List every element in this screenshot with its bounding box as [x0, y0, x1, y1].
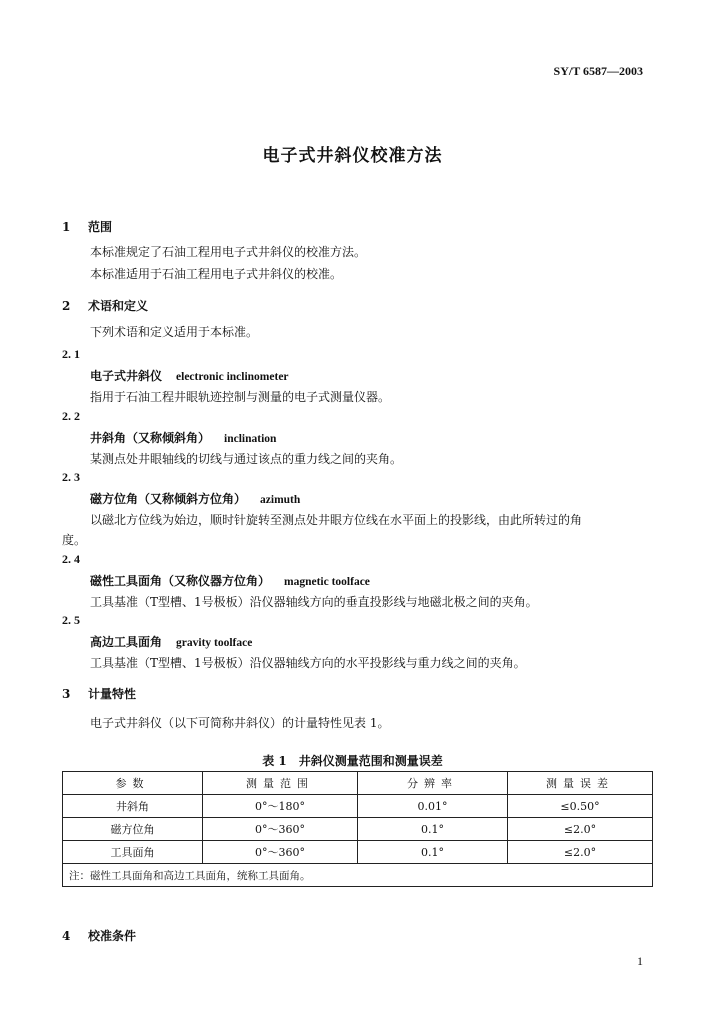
section-title: 范围 [88, 220, 113, 234]
term-en: electronic inclinometer [176, 371, 289, 383]
subsection-2-2-number: 2. 2 [62, 409, 80, 423]
section-2-paragraph: 下列术语和定义适用于本标准。 [90, 325, 259, 339]
section-number: 4 [62, 929, 71, 943]
section-title: 计量特性 [88, 687, 137, 701]
table-cell: ≤0.50° [508, 795, 653, 818]
table-cell: ≤2.0° [508, 818, 653, 841]
table-cell: 0°～360° [203, 818, 358, 841]
column-header: 测量误差 [508, 772, 653, 795]
subsection-2-3-number: 2. 3 [62, 470, 80, 484]
term-zh: 高边工具面角 [90, 635, 163, 649]
column-header: 分辨率 [358, 772, 508, 795]
term-2-3 [90, 490, 300, 507]
table-cell: 工具面角 [63, 841, 203, 864]
column-header: 参数 [63, 772, 203, 795]
term-zh: 井斜角（又称倾斜角） [90, 431, 211, 445]
subsection-2-5-number: 2. 5 [62, 613, 80, 627]
term-2-1 [90, 367, 289, 384]
term-zh: 磁性工具面角（又称仪器方位角） [90, 574, 271, 588]
table-cell: 井斜角 [63, 795, 203, 818]
table-row [63, 841, 653, 864]
table-note: 注：磁性工具面角和高边工具面角，统称工具面角。 [63, 864, 653, 887]
section-3-heading [62, 685, 136, 702]
table-cell: 0.1° [358, 841, 508, 864]
table-header-row [63, 772, 653, 795]
term-en: azimuth [260, 494, 301, 506]
section-2-heading [62, 297, 148, 314]
term-zh: 电子式井斜仪 [90, 369, 163, 383]
section-1-paragraph-1: 本标准规定了石油工程用电子式井斜仪的校准方法。 [90, 245, 367, 259]
document-title: 电子式井斜仪校准方法 [262, 146, 443, 166]
section-title: 校准条件 [88, 929, 137, 943]
term-en: magnetic toolface [284, 576, 370, 588]
table-cell: 0°～180° [203, 795, 358, 818]
section-4-heading [62, 927, 136, 944]
term-2-2 [90, 429, 276, 446]
table-note-row [63, 864, 653, 887]
section-number: 1 [62, 220, 71, 234]
table-cell: 磁方位角 [63, 818, 203, 841]
section-title: 术语和定义 [88, 299, 149, 313]
table-row [63, 795, 653, 818]
subsection-2-1-number: 2. 1 [62, 347, 80, 361]
table-1 [62, 771, 653, 887]
term-en: inclination [224, 433, 277, 445]
section-number: 3 [62, 687, 71, 701]
table-cell: 0.01° [358, 795, 508, 818]
definition-2-4: 工具基准（T型槽、1号极板）沿仪器轴线方向的垂直投影线与地磁北极之间的夹角。 [90, 595, 538, 609]
table-cell: 0°～360° [203, 841, 358, 864]
table-row [63, 818, 653, 841]
term-en: gravity toolface [176, 637, 253, 649]
section-1-paragraph-2: 本标准适用于石油工程用电子式井斜仪的校准。 [90, 267, 343, 281]
definition-2-3-line-1: 以磁北方位线为始边，顺时针旋转至测点处井眼方位线在水平面上的投影线，由此所转过的角 [90, 513, 583, 527]
section-number: 2 [62, 299, 71, 313]
definition-2-2: 某测点处井眼轴线的切线与通过该点的重力线之间的夹角。 [90, 452, 403, 466]
term-zh: 磁方位角（又称倾斜方位角） [90, 492, 247, 506]
subsection-2-4-number: 2. 4 [62, 552, 80, 566]
table-1-caption: 表 1 井斜仪测量范围和测量误差 [262, 754, 443, 768]
term-2-4 [90, 572, 370, 589]
table-cell: 0.1° [358, 818, 508, 841]
standard-code: SY/T 6587—2003 [553, 64, 643, 78]
section-3-paragraph: 电子式井斜仪（以下可简称井斜仪）的计量特性见表 1。 [90, 716, 390, 730]
term-2-5 [90, 633, 252, 650]
table-cell: ≤2.0° [508, 841, 653, 864]
definition-2-3-line-2: 度。 [62, 533, 87, 547]
page-number: 1 [637, 954, 643, 968]
column-header: 测量范围 [203, 772, 358, 795]
definition-2-5: 工具基准（T型槽、1号极板）沿仪器轴线方向的水平投影线与重力线之间的夹角。 [90, 656, 526, 670]
definition-2-1: 指用于石油工程井眼轨迹控制与测量的电子式测量仪器。 [90, 390, 391, 404]
section-1-heading [62, 218, 112, 235]
